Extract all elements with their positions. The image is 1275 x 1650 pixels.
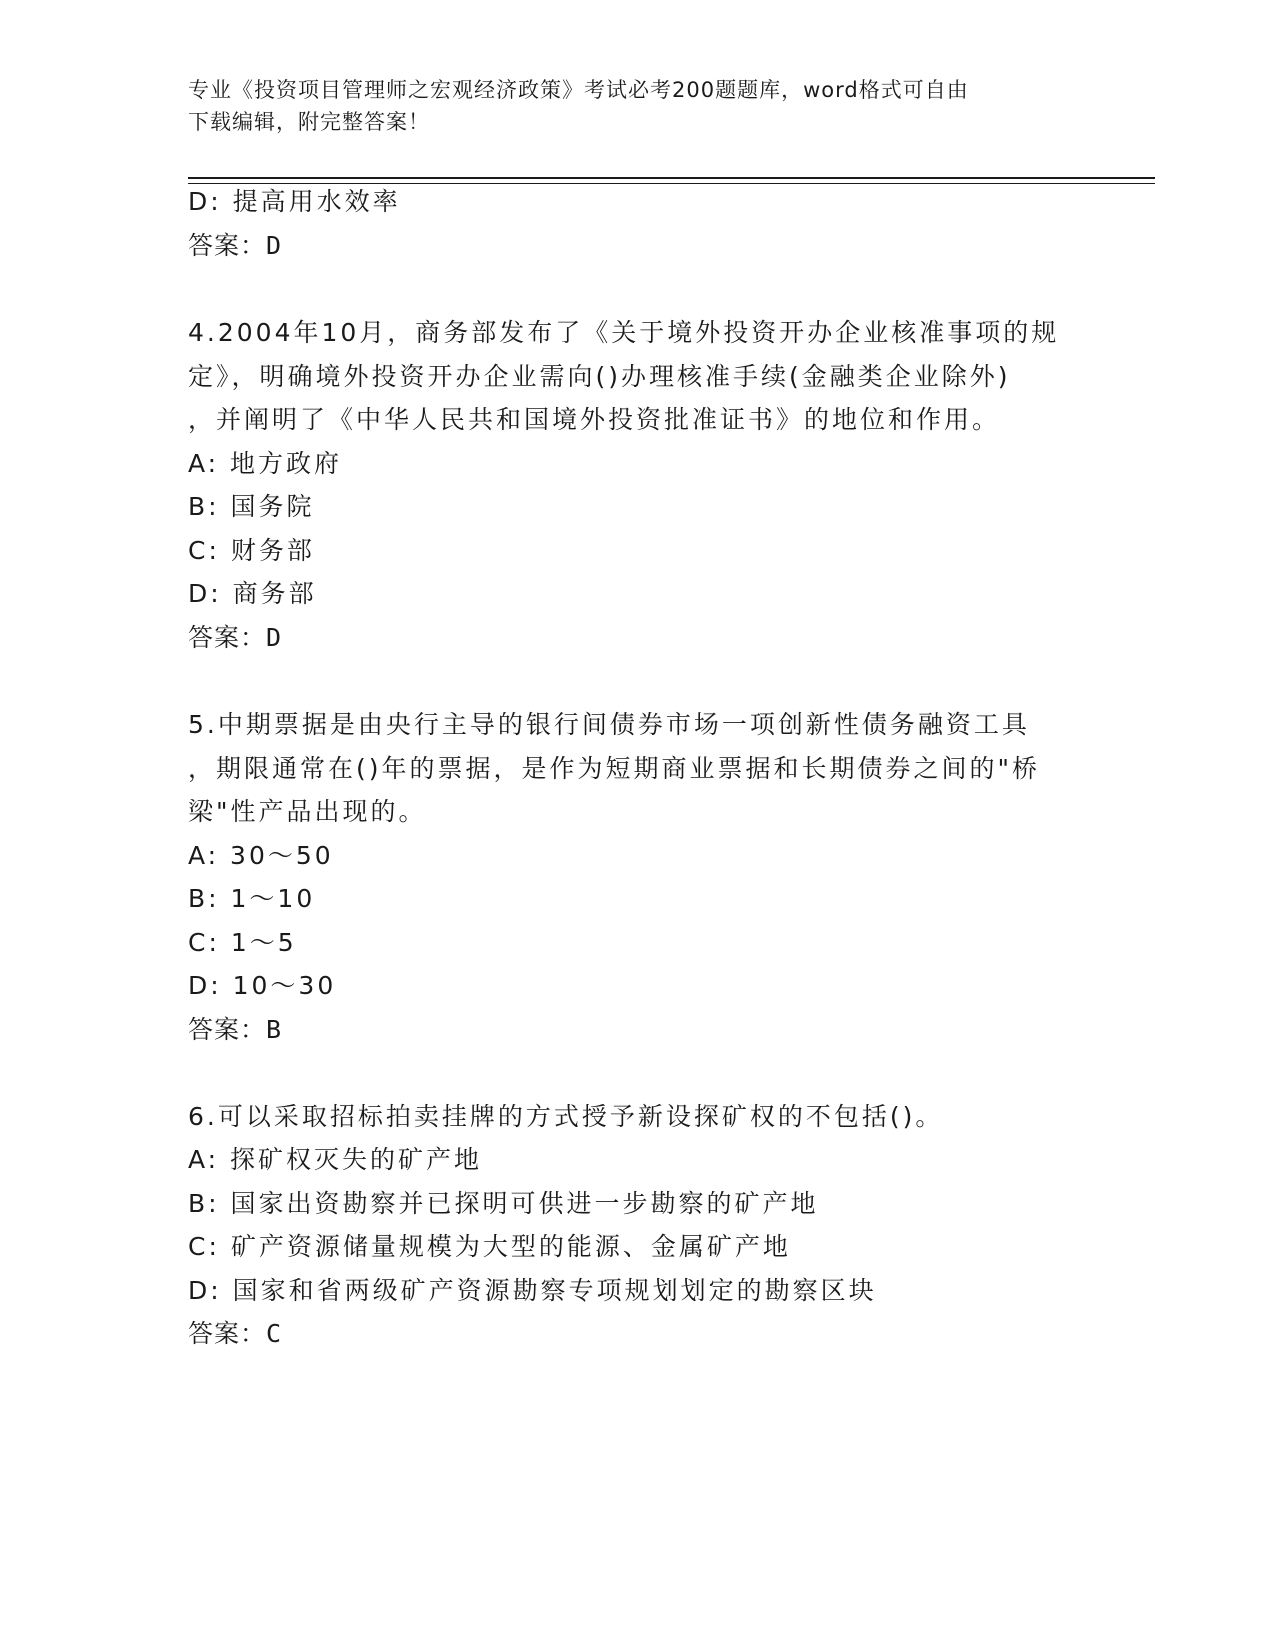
question-6-option-d: D: 国家和省两级矿产资源勘察专项规划划定的勘察区块 [188,1276,877,1305]
question-4-option-b: B: 国务院 [188,492,315,521]
question-5-option-a: A: 30～50 [188,841,334,870]
question-5-stem-line-1: 5.中期票据是由央行主导的银行间债券市场一项创新性债务融资工具 [188,710,1030,739]
question-6-option-b: B: 国家出资勘察并已探明可供进一步勘察的矿产地 [188,1189,819,1218]
question-5-stem-line-3: 梁"性产品出现的。 [188,797,427,826]
question-5-stem-line-2: ，期限通常在()年的票据，是作为短期商业票据和长期债券之间的"桥 [188,754,1041,783]
question-4-answer: 答案：D [188,623,283,652]
option-d: D: 提高用水效率 [188,187,401,216]
question-4-stem-line-3: ，并阐明了《中华人民共和国境外投资批准证书》的地位和作用。 [188,405,1001,434]
question-4-option-c: C: 财务部 [188,536,315,565]
question-6-option-a: A: 探矿权灭失的矿产地 [188,1145,483,1174]
answer-line: 答案：D [188,231,283,260]
question-5-option-b: B: 1～10 [188,884,316,913]
header-rule-thick [188,177,1155,179]
question-4-stem-line-1: 4.2004年10月，商务部发布了《关于境外投资开办企业核准事项的规 [188,318,1060,347]
question-4-option-d: D: 商务部 [188,579,317,608]
question-5-option-c: C: 1～5 [188,928,297,957]
question-6-option-c: C: 矿产资源储量规模为大型的能源、金属矿产地 [188,1232,791,1261]
question-4-stem-line-2: 定》，明确境外投资开办企业需向()办理核准手续(金融类企业除外) [188,362,1011,391]
document-header: 专业《投资项目管理师之宏观经济政策》考试必考200题题库，word格式可自由 下载编辑，附完整答案！ [188,78,969,134]
question-5-answer: 答案：B [188,1015,283,1044]
question-6-stem-line-1: 6.可以采取招标拍卖挂牌的方式授予新设探矿权的不包括()。 [188,1102,944,1131]
question-4-option-a: A: 地方政府 [188,449,343,478]
question-6-answer: 答案：C [188,1319,283,1348]
header-rule-thin [188,183,1155,184]
question-5-option-d: D: 10～30 [188,971,337,1000]
